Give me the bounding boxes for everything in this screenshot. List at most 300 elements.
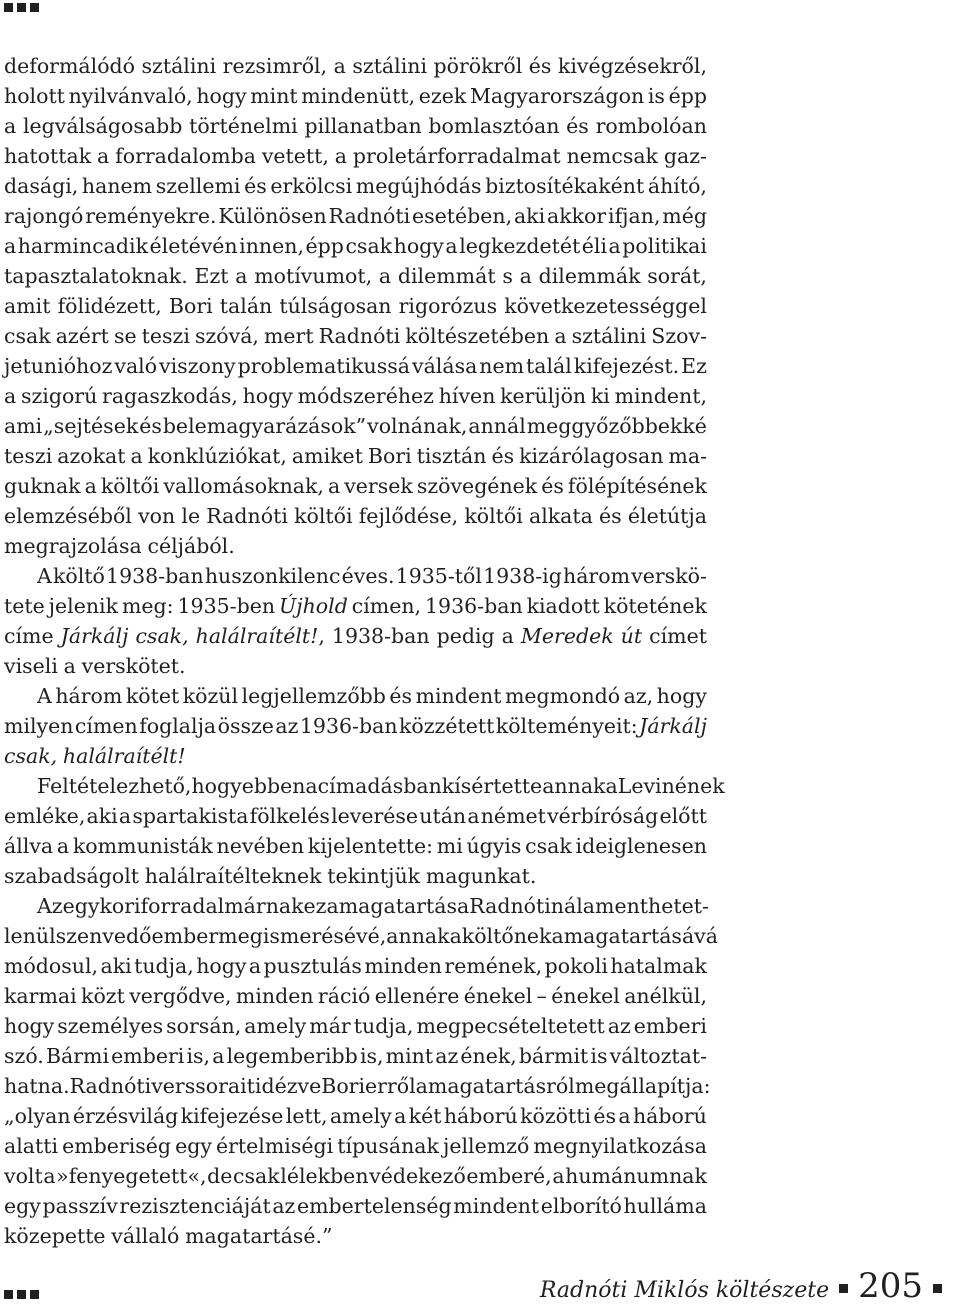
word: előtt xyxy=(659,804,707,828)
word: csak, xyxy=(4,744,58,768)
text-line xyxy=(4,51,707,81)
word: a xyxy=(467,804,480,828)
word: huszonkilenc xyxy=(204,564,341,588)
word: a xyxy=(212,1044,225,1068)
word: Bori xyxy=(168,294,213,318)
word: kizárólagosan xyxy=(519,444,664,468)
word: címet xyxy=(649,624,707,648)
word: verskö- xyxy=(631,564,707,588)
word: áhító, xyxy=(647,174,707,198)
word: csak xyxy=(345,234,393,258)
word: Járkálj xyxy=(639,714,707,738)
word: sztálini xyxy=(141,54,217,78)
word: közepette xyxy=(4,1224,106,1248)
word: a xyxy=(130,444,143,468)
word: karmai xyxy=(4,984,77,1008)
text-line xyxy=(4,1161,707,1191)
word: kommunisták xyxy=(72,834,213,858)
text-line xyxy=(4,471,707,501)
text-line xyxy=(4,171,707,201)
word: a xyxy=(608,234,621,258)
word: pillanatban xyxy=(304,114,422,138)
word: a xyxy=(554,324,567,348)
word: az, xyxy=(623,684,654,708)
word: A xyxy=(37,684,52,708)
word: dilemmák xyxy=(538,264,641,288)
word: német xyxy=(480,804,546,828)
word: hatalmak xyxy=(610,954,707,978)
word: nevében xyxy=(216,834,305,858)
word: a xyxy=(118,804,132,828)
body-text xyxy=(4,51,725,1251)
word: ellenére xyxy=(374,984,460,1008)
square-bullet-icon xyxy=(4,3,13,12)
word: énekel xyxy=(463,984,533,1008)
word: le xyxy=(181,504,201,528)
word: mint xyxy=(385,1044,434,1068)
word: híven xyxy=(438,384,496,408)
word: a xyxy=(97,144,110,168)
word: aki xyxy=(513,204,546,228)
text-line xyxy=(4,891,707,921)
word: szigorú xyxy=(20,384,98,408)
word: „sejtések xyxy=(43,414,139,438)
word: problematikussá xyxy=(237,354,411,378)
word: értelmiségi xyxy=(216,1134,334,1158)
text-line xyxy=(4,681,707,711)
word: kiadott xyxy=(526,594,600,618)
square-bullet-icon xyxy=(4,1290,13,1299)
word: emberi xyxy=(111,1044,185,1068)
word: közt xyxy=(81,984,125,1008)
word: hatottak xyxy=(4,144,92,168)
word: után xyxy=(419,804,467,828)
word: Bori xyxy=(367,444,412,468)
word: lélekben xyxy=(280,1164,369,1188)
word: a xyxy=(415,1074,428,1098)
footer-ornament xyxy=(4,1290,39,1299)
word: aki xyxy=(86,804,118,828)
word: címadásban xyxy=(317,774,442,798)
word: fölidézett, xyxy=(57,294,162,318)
word: milyen xyxy=(4,714,74,738)
square-bullet-icon xyxy=(839,1284,848,1293)
word: a xyxy=(248,954,262,978)
word: pedig xyxy=(436,624,495,648)
text-line xyxy=(4,441,707,471)
word: dilemmát xyxy=(397,264,496,288)
word: menthetet- xyxy=(595,894,709,918)
word: az xyxy=(272,1194,296,1218)
word: hanem xyxy=(81,174,153,198)
word: a xyxy=(378,264,392,288)
word: az xyxy=(607,1014,631,1038)
word: össze xyxy=(217,714,274,738)
word: énekel xyxy=(551,984,620,1008)
word: 1936-ban xyxy=(299,714,398,738)
word: a xyxy=(394,1104,407,1128)
word: és xyxy=(139,414,162,438)
word: a xyxy=(4,234,17,258)
word: az xyxy=(435,1044,459,1068)
word: három xyxy=(563,564,631,588)
word: és xyxy=(389,684,413,708)
word: tisztán xyxy=(416,444,487,468)
word: költőnek xyxy=(461,924,552,948)
text-line xyxy=(4,1041,707,1071)
word: spartakista xyxy=(132,804,249,828)
word: mi xyxy=(436,834,463,858)
word: magatartásé.” xyxy=(185,1224,333,1248)
word: Meredek xyxy=(520,624,614,648)
word: vetett, xyxy=(261,144,329,168)
word: hogy xyxy=(196,84,247,108)
word: von xyxy=(138,504,176,528)
word: Bori xyxy=(321,1074,366,1098)
word: a xyxy=(551,924,564,948)
word: foglalja xyxy=(139,714,217,738)
word: ebben xyxy=(241,774,306,798)
word: guknak xyxy=(4,474,81,498)
text-line xyxy=(4,771,725,801)
word: rajongó xyxy=(4,204,84,228)
word: csak xyxy=(4,324,51,348)
word: címen xyxy=(74,714,138,738)
word: már xyxy=(309,1014,351,1038)
square-bullet-icon xyxy=(933,1284,942,1293)
word: gaz- xyxy=(663,144,707,168)
word: rezisztenciáját xyxy=(119,1194,271,1218)
word: magatartásává xyxy=(563,924,718,948)
word: passzív xyxy=(42,1194,118,1218)
word: hogy xyxy=(191,774,242,798)
text-line xyxy=(4,1221,707,1251)
word: Feltételezhető, xyxy=(37,774,192,798)
word: a xyxy=(4,384,17,408)
word: épp xyxy=(668,84,707,108)
word: kerüljön xyxy=(500,384,587,408)
word: elborító xyxy=(540,1194,622,1218)
word: kifejezést. xyxy=(573,354,680,378)
word: a xyxy=(449,924,462,948)
word: a xyxy=(305,774,318,798)
word: Radnótinál xyxy=(469,894,583,918)
word: túlságosan xyxy=(279,294,392,318)
word: talán xyxy=(219,294,273,318)
word: Szov- xyxy=(651,324,707,348)
word: az xyxy=(275,714,299,738)
word: hogy xyxy=(656,684,707,708)
text-line xyxy=(4,291,707,321)
word: harmincadik xyxy=(17,234,148,258)
text-line xyxy=(4,1191,707,1221)
word: és xyxy=(541,474,564,498)
word: volt xyxy=(4,1164,43,1188)
word: ideiglenesen xyxy=(575,834,707,858)
word: következetességgel xyxy=(504,294,707,318)
word: védekező xyxy=(369,1164,466,1188)
word: megpecsételtetett xyxy=(416,1014,605,1038)
word: humánumnak xyxy=(565,1164,707,1188)
word: vallomásoknak, xyxy=(163,474,324,498)
word: Ez xyxy=(681,354,707,378)
word: meg: xyxy=(121,594,174,618)
word: és xyxy=(244,174,267,198)
word: és xyxy=(593,1104,617,1128)
word: Az xyxy=(37,894,63,918)
word: esetében, xyxy=(411,204,513,228)
word: életútja xyxy=(627,504,707,528)
word: szabadságolt xyxy=(4,864,140,888)
word: megismerésévé, xyxy=(218,924,387,948)
word: amely xyxy=(329,1104,392,1128)
word: kötetének xyxy=(603,594,707,618)
word: 1938-ban xyxy=(106,564,204,588)
word: és xyxy=(599,504,622,528)
word: tekintjük xyxy=(327,864,421,888)
word: hulláma xyxy=(623,1194,707,1218)
text-line xyxy=(4,561,707,591)
square-bullet-icon xyxy=(30,3,39,12)
word: 1936-ban xyxy=(425,594,523,618)
word: sztálini xyxy=(571,324,647,348)
word: halálraítélt! xyxy=(62,744,186,768)
text-line xyxy=(4,831,707,861)
word: forradalmárnak xyxy=(140,894,304,918)
word: egy xyxy=(175,1134,212,1158)
word: költői xyxy=(294,504,353,528)
word: magatartása xyxy=(338,894,470,918)
word: történelmi xyxy=(189,114,298,138)
word: lenül xyxy=(4,924,56,948)
word: válása xyxy=(411,354,478,378)
word: holott xyxy=(4,84,65,108)
word: legválságosabb xyxy=(22,114,183,138)
word: költészetében xyxy=(405,324,550,348)
text-line xyxy=(4,741,707,771)
text-line xyxy=(4,651,707,681)
word: jetunióhoz xyxy=(4,354,113,378)
word: 1938-ban xyxy=(331,624,430,648)
word: halálraítélt!, xyxy=(195,624,325,648)
word: éli xyxy=(581,234,607,258)
word: is xyxy=(590,1044,608,1068)
word: idézve xyxy=(254,1074,322,1098)
word: fejlődése, xyxy=(358,504,459,528)
header-ornament xyxy=(4,3,39,12)
word: hogy xyxy=(242,384,293,408)
word: remének, xyxy=(444,954,543,978)
word: erről xyxy=(365,1074,416,1098)
word: is, xyxy=(359,1044,384,1068)
word: alatti xyxy=(4,1134,59,1158)
word: de xyxy=(207,1164,233,1188)
word: proletárforradalmat xyxy=(352,144,561,168)
word: viszony xyxy=(159,354,236,378)
text-line xyxy=(4,231,707,261)
text-line xyxy=(4,951,707,981)
running-title: Radnóti Miklós költészete xyxy=(539,1278,830,1303)
text-line xyxy=(4,621,707,651)
word: címen, xyxy=(351,594,422,618)
word: változtat- xyxy=(609,1044,707,1068)
word: amely xyxy=(244,1014,307,1038)
word: való xyxy=(114,354,158,378)
word: akkor xyxy=(546,204,607,228)
text-line xyxy=(4,861,707,891)
word: életévén xyxy=(149,234,238,258)
word: háború xyxy=(443,1104,518,1128)
word: emléke, xyxy=(4,804,86,828)
text-line xyxy=(4,921,718,951)
word: viseli xyxy=(4,654,58,678)
word: lett, xyxy=(285,1104,328,1128)
word: Ezt xyxy=(194,264,229,288)
word: mint xyxy=(250,84,298,108)
word: a xyxy=(63,654,76,678)
word: minden xyxy=(235,984,314,1008)
word: nyilvánvaló, xyxy=(68,84,193,108)
word: halálraítélteknek xyxy=(144,864,322,888)
square-bullet-icon xyxy=(17,3,26,12)
word: politikai xyxy=(622,234,707,258)
word: egy xyxy=(4,1194,41,1218)
word: »fenyegetett«, xyxy=(56,1164,207,1188)
word: pörökről xyxy=(433,54,523,78)
word: – xyxy=(536,984,547,1008)
word: elemzéséből xyxy=(4,504,132,528)
word: Levinének xyxy=(617,774,725,798)
word: három xyxy=(55,684,123,708)
word: állva xyxy=(4,834,54,858)
word: Újhold xyxy=(278,594,348,618)
word: ének, xyxy=(460,1044,517,1068)
word: konklúziókat, xyxy=(147,444,287,468)
word: a xyxy=(582,894,595,918)
word: tudja, xyxy=(134,954,194,978)
word: mindent, xyxy=(614,384,707,408)
word: vállaló xyxy=(111,1224,180,1248)
text-line xyxy=(4,381,707,411)
word: megnyilatkozása xyxy=(533,1134,707,1158)
word: magunkat. xyxy=(425,864,537,888)
word: is, xyxy=(186,1044,211,1068)
word: típusának xyxy=(337,1134,439,1158)
word: nemcsak xyxy=(566,144,658,168)
word: innen, xyxy=(239,234,304,258)
word: éves. xyxy=(341,564,395,588)
word: közül xyxy=(182,684,239,708)
word: motívumot, xyxy=(254,264,373,288)
word: verssorait xyxy=(151,1074,255,1098)
word: a xyxy=(326,894,339,918)
word: a xyxy=(605,774,618,798)
word: épp xyxy=(305,234,344,258)
text-line xyxy=(4,321,707,351)
word: jellemző xyxy=(443,1134,530,1158)
square-bullet-icon xyxy=(17,1290,26,1299)
word: ráció xyxy=(317,984,371,1008)
word: szó. xyxy=(4,1044,44,1068)
word: Járkálj xyxy=(60,624,129,648)
word: leverése xyxy=(331,804,419,828)
word: a xyxy=(43,1164,56,1188)
word: kísértette xyxy=(441,774,543,798)
word: minden xyxy=(364,954,442,978)
word: még xyxy=(662,204,707,228)
word: a xyxy=(334,144,348,168)
word: és xyxy=(566,114,589,138)
word: a xyxy=(618,1104,631,1128)
word: a xyxy=(4,114,17,138)
word: 1935-ben xyxy=(177,594,276,618)
word: bomlasztóan xyxy=(428,114,560,138)
word: a xyxy=(327,474,341,498)
word: jelenik xyxy=(48,594,119,618)
word: azért xyxy=(55,324,109,348)
word: vergődve, xyxy=(129,984,232,1008)
word: költői xyxy=(464,504,523,528)
word: rezsimről, xyxy=(222,54,328,78)
word: szóvá, xyxy=(194,324,259,348)
word: Radnóti xyxy=(69,1074,152,1098)
text-line xyxy=(4,261,707,291)
word: volnának, xyxy=(367,414,468,438)
word: bármit xyxy=(518,1044,589,1068)
word: szenvedő xyxy=(55,924,152,948)
text-line xyxy=(4,1131,707,1161)
word: a xyxy=(56,834,70,858)
word: közzétett xyxy=(398,714,495,738)
word: közötti xyxy=(520,1104,592,1128)
word: annak xyxy=(542,774,606,798)
text-line xyxy=(4,591,707,621)
word: költői xyxy=(100,474,160,498)
word: megállapítja: xyxy=(574,1074,711,1098)
word: szövegének xyxy=(416,474,538,498)
word: sztálini xyxy=(352,54,428,78)
word: is xyxy=(647,84,665,108)
word: a xyxy=(552,1164,565,1188)
word: aki xyxy=(100,954,132,978)
word: mindent xyxy=(415,684,502,708)
word: tete xyxy=(4,594,45,618)
word: annak xyxy=(386,924,450,948)
word: a xyxy=(84,474,97,498)
word: forradalomba xyxy=(115,144,256,168)
word: emberé, xyxy=(466,1164,552,1188)
word: meggyőzőbbekké xyxy=(526,414,707,438)
word: ifjan, xyxy=(608,204,661,228)
word: erkölcsi xyxy=(270,174,353,198)
word: céljából. xyxy=(147,534,235,558)
page-footer xyxy=(4,1266,942,1306)
word: tapasztalatoknak. xyxy=(4,264,188,288)
word: rigorózus xyxy=(398,294,498,318)
word: pusztulás xyxy=(263,954,362,978)
word: megrajzolása xyxy=(4,534,142,558)
word: úgyis xyxy=(466,834,522,858)
word: alkata xyxy=(528,504,593,528)
text-line xyxy=(4,711,707,741)
word: ragaszkodás, xyxy=(102,384,238,408)
word: versek xyxy=(344,474,413,498)
word: talál xyxy=(526,354,572,378)
word: Radnóti xyxy=(328,204,411,228)
word: módszeréhez xyxy=(297,384,434,408)
word: anélkül, xyxy=(624,984,707,1008)
word: legemberibb xyxy=(226,1044,358,1068)
